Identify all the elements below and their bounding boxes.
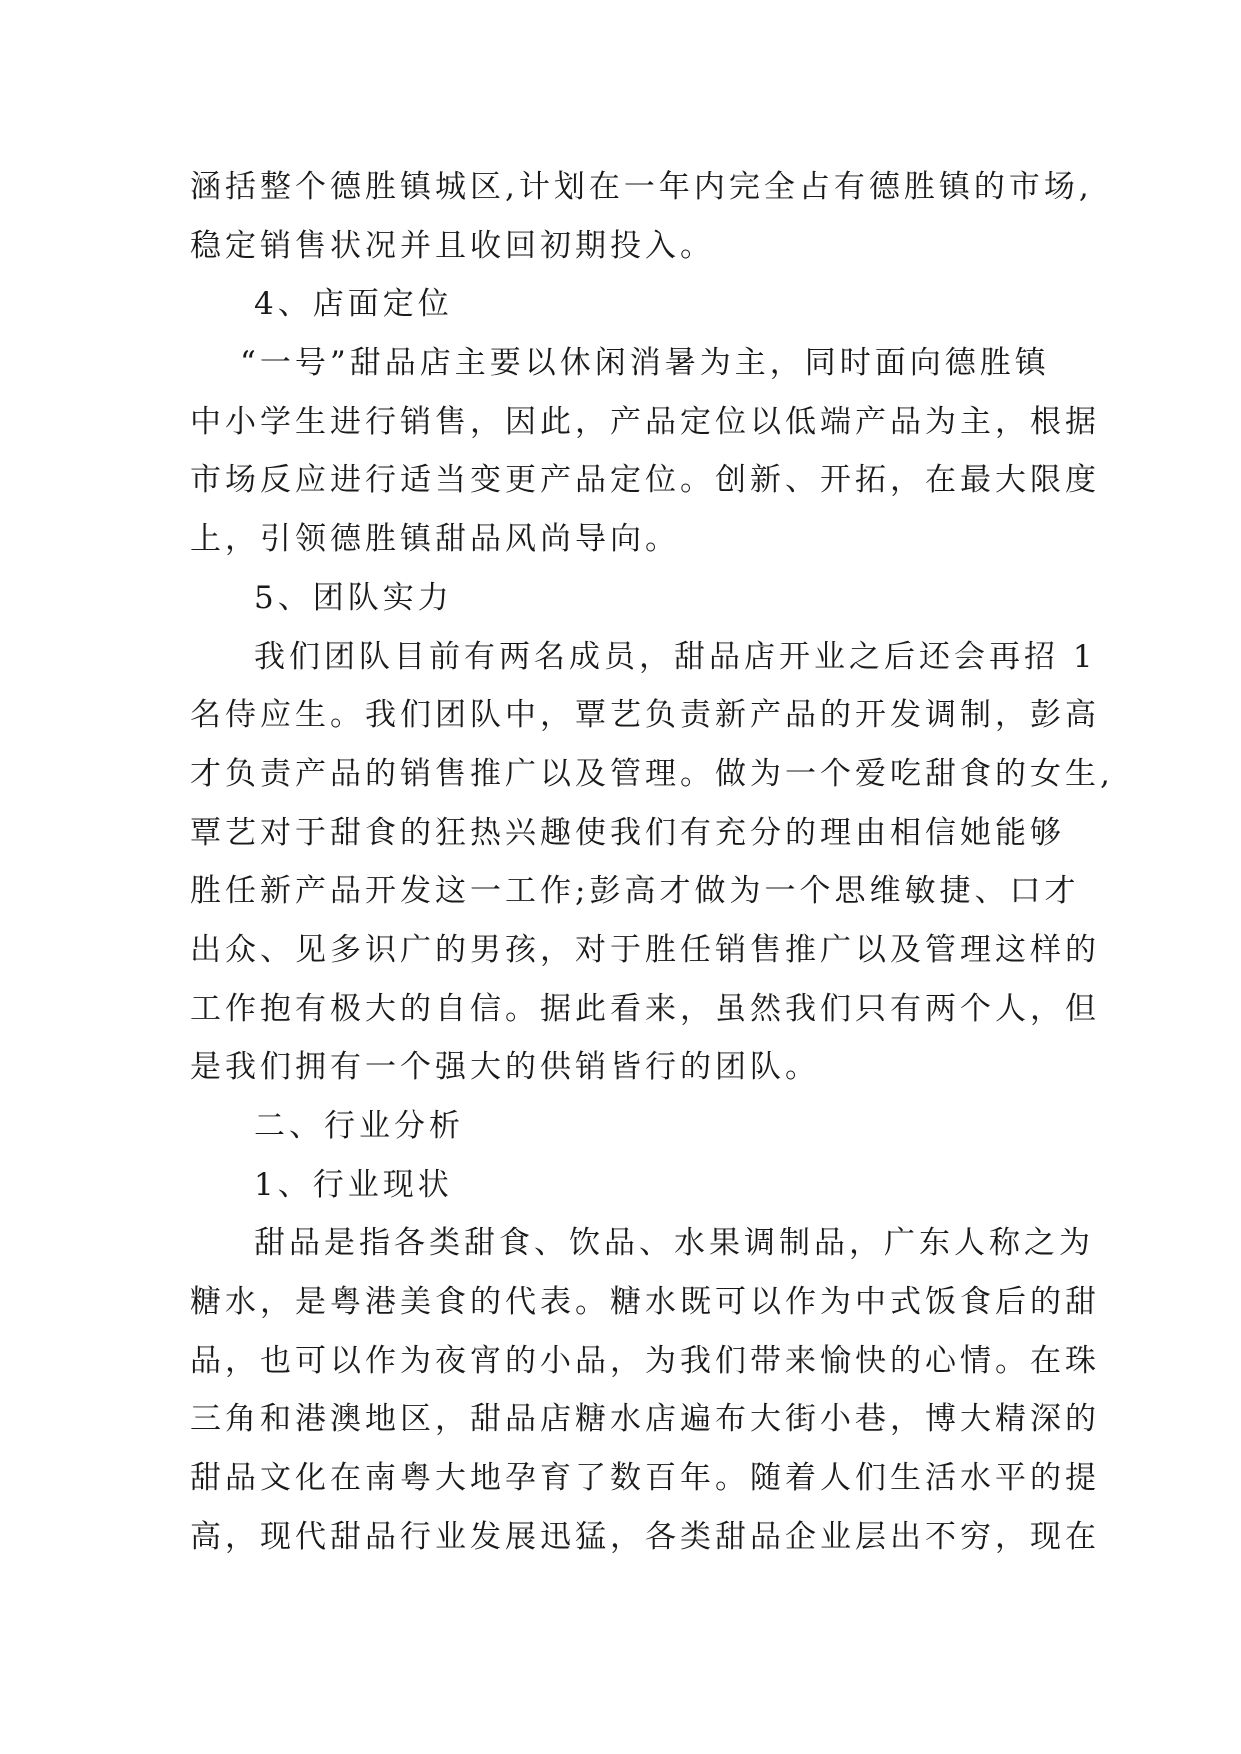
text-line: 甜品文化在南粤大地孕育了数百年。随着人们生活水平的提 [190, 1460, 1100, 1497]
text-line: 是我们拥有一个强大的供销皆行的团队。 [190, 1049, 820, 1086]
text-line: 糖水，是粤港美食的代表。糖水既可以作为中式饭食后的甜 [190, 1284, 1100, 1321]
paragraph-first-line: “一号”甜品店主要以休闲消暑为主，同时面向德胜镇 [240, 345, 1050, 382]
section-heading: 二、行业分析 [254, 1108, 464, 1144]
text-line: 上，引领德胜镇甜品风尚导向。 [190, 521, 680, 558]
text-line: 才负责产品的销售推广以及管理。做为一个爱吃甜食的女生, [190, 755, 1114, 792]
text-line: 三角和港澳地区，甜品店糖水店遍布大街小巷，博大精深的 [190, 1401, 1100, 1438]
text-line: 稳定销售状况并且收回初期投入。 [190, 227, 715, 264]
text-line: 名侍应生。我们团队中，覃艺负责新产品的开发调制，彭高 [190, 697, 1100, 734]
paragraph-first-line: 甜品是指各类甜食、饮品、水果调制品，广东人称之为 [254, 1225, 1094, 1262]
section-heading: 4、店面定位 [254, 286, 453, 323]
text-line: 中小学生进行销售，因此，产品定位以低端产品为主，根据 [190, 403, 1100, 440]
text-line: 出众、见多识广的男孩，对于胜任销售推广以及管理这样的 [190, 931, 1100, 968]
text-line: 覃艺对于甜食的狂热兴趣使我们有充分的理由相信她能够 [190, 814, 1065, 851]
text-line: 市场反应进行适当变更产品定位。创新、开拓，在最大限度 [190, 462, 1100, 499]
text-line: 高，现代甜品行业发展迅猛，各类甜品企业层出不穷，现在 [190, 1518, 1100, 1555]
paragraph-first-line: 我们团队目前有两名成员，甜品店开业之后还会再招 1 [254, 638, 1097, 675]
text-line: 工作抱有极大的自信。据此看来，虽然我们只有两个人，但 [190, 990, 1100, 1027]
subsection-heading: 1、行业现状 [254, 1166, 453, 1203]
body-text [190, 158, 1114, 1567]
text-line: 胜任新产品开发这一工作;彭高才做为一个思维敏捷、口才 [190, 873, 1080, 910]
text-line: 涵括整个德胜镇城区,计划在一年内完全占有德胜镇的市场, [190, 169, 1093, 205]
section-heading: 5、团队实力 [254, 579, 453, 616]
text-line: 品，也可以作为夜宵的小品，为我们带来愉快的心情。在珠 [190, 1342, 1100, 1379]
